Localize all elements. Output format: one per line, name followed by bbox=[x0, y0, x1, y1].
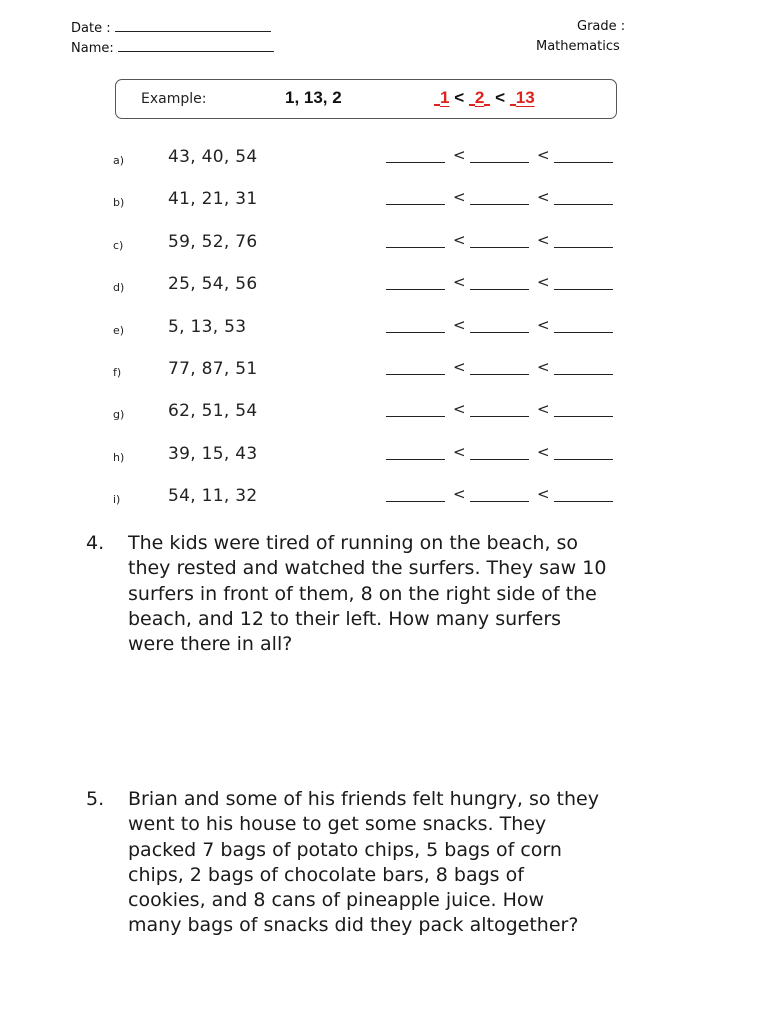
exercise-letter: d) bbox=[113, 281, 125, 295]
answer-blank-1[interactable] bbox=[386, 162, 445, 163]
exercise-row bbox=[0, 442, 768, 472]
less-than-sign: < bbox=[537, 442, 550, 461]
exercise-numbers: 5, 13, 53 bbox=[168, 316, 247, 337]
name-line bbox=[118, 39, 274, 52]
less-than-sign: < bbox=[453, 485, 466, 504]
exercise-row bbox=[0, 187, 768, 217]
name-label: Name: bbox=[71, 41, 114, 56]
answer-blank-1[interactable] bbox=[386, 204, 445, 205]
exercise-letter: g) bbox=[113, 408, 125, 422]
less-than-sign: < bbox=[537, 230, 550, 249]
answer-blank-3[interactable] bbox=[554, 289, 613, 290]
date-line bbox=[115, 19, 271, 32]
problem-line: were there in all? bbox=[128, 633, 293, 656]
exercise-row bbox=[0, 230, 768, 260]
problem-line: cookies, and 8 cans of pineapple juice. How bbox=[128, 889, 545, 912]
example-answer-1: 1 bbox=[440, 88, 450, 107]
problem-line: surfers in front of them, 8 on the right side of the bbox=[128, 582, 597, 605]
answer-blank-2[interactable] bbox=[470, 332, 529, 333]
answer-blank-3[interactable] bbox=[554, 501, 613, 502]
answer-blank-1[interactable] bbox=[386, 289, 445, 290]
answer-blank-1[interactable] bbox=[386, 416, 445, 417]
problem-line: they rested and watched the surfers. They saw 10 bbox=[128, 557, 607, 580]
less-than-sign: < bbox=[453, 315, 466, 334]
answer-blank-3[interactable] bbox=[554, 247, 613, 248]
problem-number: 5. bbox=[86, 788, 105, 810]
exercise-numbers: 41, 21, 31 bbox=[168, 189, 258, 210]
example-answer-3: 13 bbox=[515, 88, 535, 107]
answer-blank-3[interactable] bbox=[554, 374, 613, 375]
exercise-letter: b) bbox=[113, 196, 125, 210]
exercise-numbers: 62, 51, 54 bbox=[168, 401, 258, 422]
less-than-sign: < bbox=[537, 146, 550, 164]
example-separator-1: < bbox=[454, 88, 465, 107]
answer-blank-1[interactable] bbox=[386, 459, 445, 460]
less-than-sign: < bbox=[537, 485, 550, 504]
exercise-letter: h) bbox=[113, 450, 125, 464]
problem-text bbox=[128, 531, 688, 657]
exercise-numbers: 77, 87, 51 bbox=[168, 359, 258, 379]
answer-blank-2[interactable] bbox=[470, 247, 529, 248]
answer-blank-2[interactable] bbox=[470, 204, 529, 205]
exercise-row bbox=[0, 484, 768, 514]
example-numbers: 1, 13, 2 bbox=[285, 88, 342, 107]
problem-number: 4. bbox=[86, 532, 105, 554]
date-label: Date : bbox=[71, 21, 111, 36]
less-than-sign: < bbox=[453, 188, 466, 207]
date-field bbox=[71, 19, 271, 36]
answer-blank-3[interactable] bbox=[554, 204, 613, 205]
answer-blank-2[interactable] bbox=[470, 289, 529, 290]
answer-blank-2[interactable] bbox=[470, 416, 529, 417]
exercise-letter: a) bbox=[113, 154, 125, 167]
less-than-sign: < bbox=[537, 273, 550, 292]
less-than-sign: < bbox=[453, 358, 466, 376]
problem-text bbox=[128, 787, 688, 939]
exercise-numbers: 59, 52, 76 bbox=[168, 231, 258, 252]
problem-line: went to his house to get some snacks. They bbox=[128, 813, 547, 836]
exercise-numbers: 54, 11, 32 bbox=[168, 486, 258, 507]
example-label: Example: bbox=[141, 91, 207, 107]
problem-line: beach, and 12 to their left. How many surfers bbox=[128, 607, 562, 630]
answer-blank-3[interactable] bbox=[554, 332, 613, 333]
name-field bbox=[71, 39, 274, 56]
subject-label: Mathematics bbox=[536, 39, 620, 54]
less-than-sign: < bbox=[453, 146, 466, 164]
answer-blank-2[interactable] bbox=[470, 162, 529, 163]
exercise-letter: f) bbox=[113, 366, 122, 379]
answer-blank-3[interactable] bbox=[554, 162, 613, 163]
less-than-sign: < bbox=[453, 230, 466, 249]
problem-line: The kids were tired of running on the beach, so bbox=[128, 532, 579, 554]
less-than-sign: < bbox=[537, 400, 550, 419]
answer-blank-2[interactable] bbox=[470, 374, 529, 375]
exercise-row bbox=[0, 357, 768, 387]
problem-line: packed 7 bags of potato chips, 5 bags of corn bbox=[128, 838, 562, 861]
example-box bbox=[115, 79, 617, 119]
exercise-letter: e) bbox=[113, 323, 125, 337]
exercise-row bbox=[0, 315, 768, 345]
exercise-row bbox=[0, 272, 768, 302]
exercise-numbers: 39, 15, 43 bbox=[168, 443, 258, 464]
answer-blank-1[interactable] bbox=[386, 247, 445, 248]
less-than-sign: < bbox=[453, 273, 466, 292]
exercise-letter: i) bbox=[113, 493, 121, 507]
exercise-numbers: 25, 54, 56 bbox=[168, 274, 258, 295]
example-answer-2: 2 bbox=[474, 88, 485, 107]
answer-blank-2[interactable] bbox=[470, 459, 529, 460]
exercise-row bbox=[0, 145, 768, 175]
less-than-sign: < bbox=[537, 188, 550, 207]
problem-line: Brian and some of his friends felt hungry, so they bbox=[128, 788, 599, 810]
problem-line: many bags of snacks did they pack altogether? bbox=[128, 914, 579, 937]
problem-line: chips, 2 bags of chocolate bars, 8 bags of bbox=[128, 863, 524, 886]
exercise-numbers: 43, 40, 54 bbox=[168, 147, 258, 167]
exercise-row bbox=[0, 399, 768, 429]
answer-blank-1[interactable] bbox=[386, 501, 445, 502]
answer-blank-1[interactable] bbox=[386, 332, 445, 333]
example-separator-2: < bbox=[495, 88, 506, 107]
answer-blank-3[interactable] bbox=[554, 416, 613, 417]
less-than-sign: < bbox=[453, 400, 466, 419]
less-than-sign: < bbox=[537, 358, 550, 376]
example-answer bbox=[434, 88, 535, 108]
grade-label: Grade : bbox=[577, 19, 626, 34]
answer-blank-1[interactable] bbox=[386, 374, 445, 375]
less-than-sign: < bbox=[453, 442, 466, 461]
answer-blank-2[interactable] bbox=[470, 501, 529, 502]
answer-blank-3[interactable] bbox=[554, 459, 613, 460]
exercise-letter: c) bbox=[113, 238, 124, 252]
less-than-sign: < bbox=[537, 315, 550, 334]
